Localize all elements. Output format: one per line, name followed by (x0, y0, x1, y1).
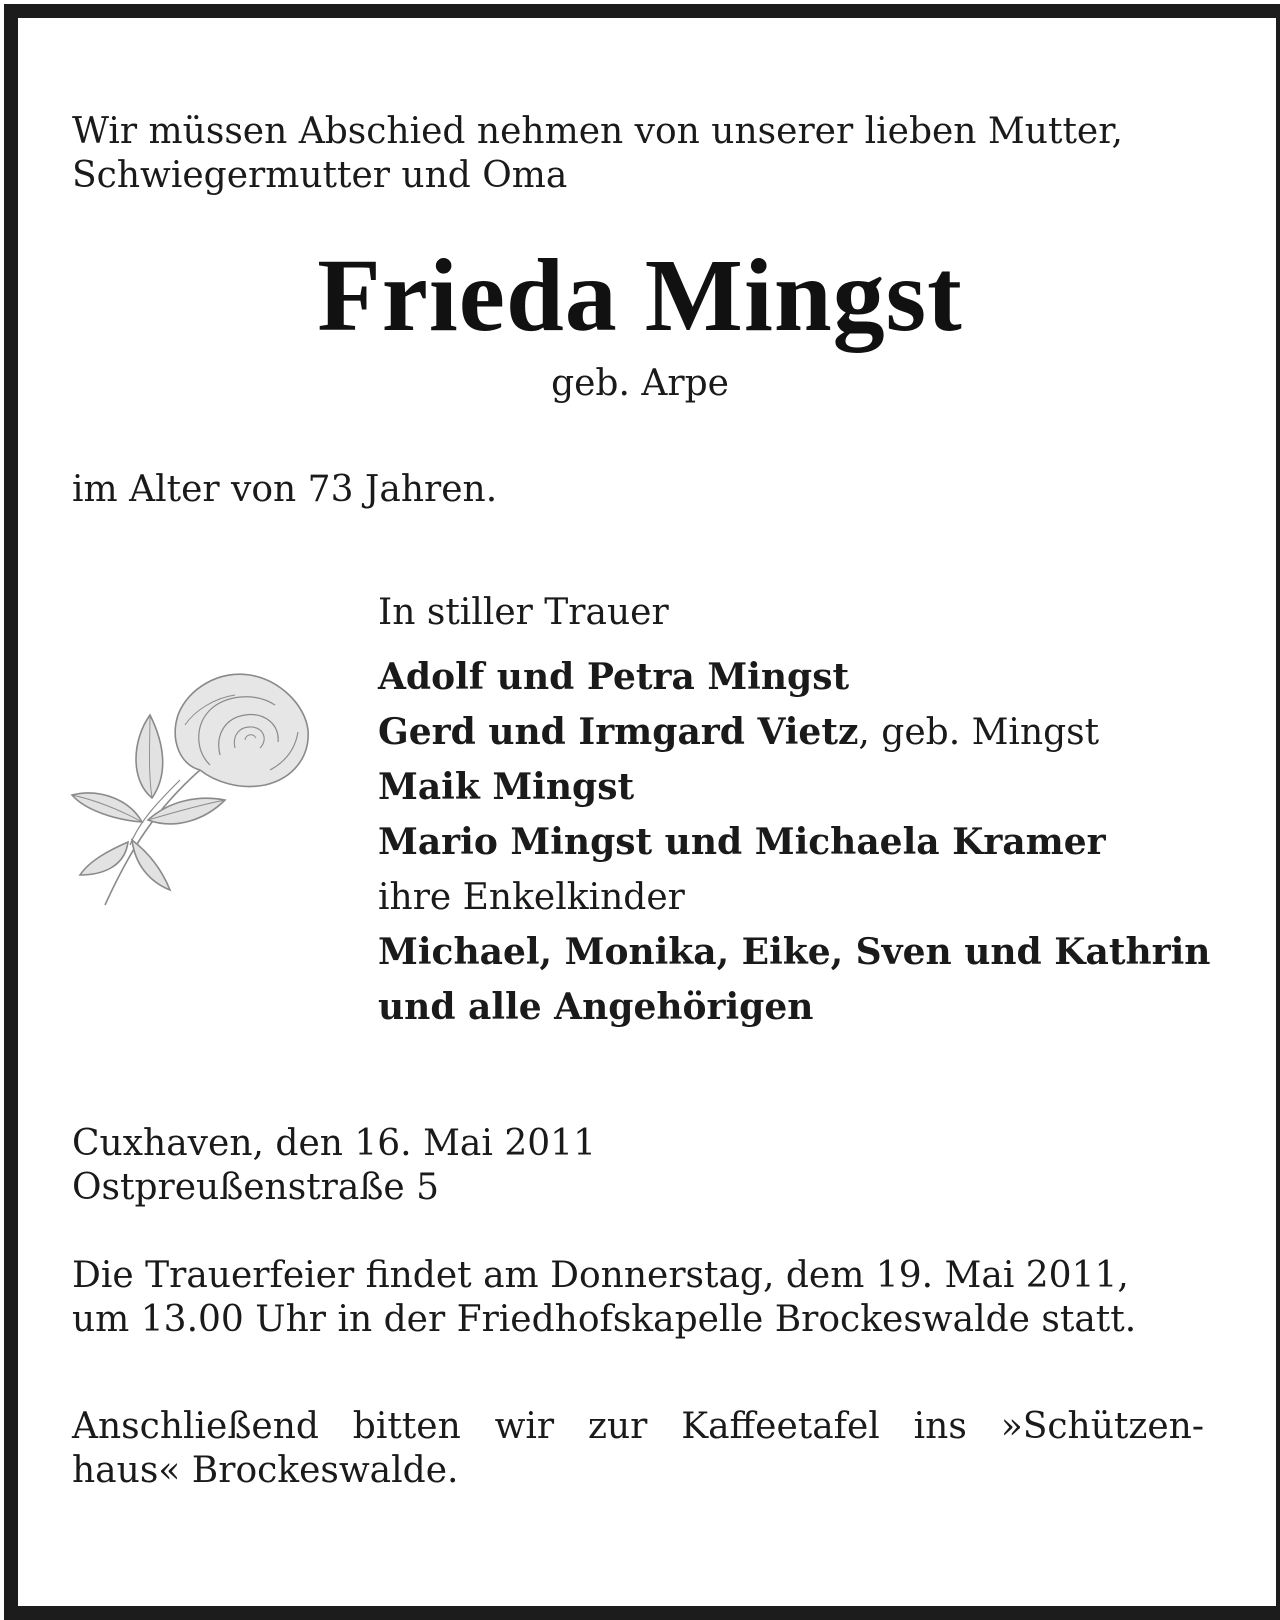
mourners-lead: In stiller Trauer (378, 592, 669, 633)
mourner-note: ihre Enkelkinder (378, 877, 685, 918)
place-and-date (72, 1122, 596, 1210)
mourner-line (378, 815, 1210, 870)
mourner-line (378, 760, 1210, 815)
reception-line-1: Anschließend bitten wir zur Kaffeetafel ins »Schützen- (72, 1406, 1204, 1447)
mourner-line (378, 650, 1210, 705)
ceremony-line-2: um 13.00 Uhr in der Friedhofskapelle Brockeswalde statt. (72, 1299, 1137, 1340)
rose-icon (70, 670, 320, 920)
reception-line-2: haus« Brockeswalde. (72, 1450, 459, 1491)
ceremony-line-1: Die Trauerfeier findet am Donnerstag, dem 19. Mai 2011, (72, 1255, 1129, 1296)
intro-line-2: Schwiegermutter und Oma (72, 155, 568, 196)
age-line: im Alter von 73 Jahren. (72, 469, 498, 510)
mourner-name: Michael, Monika, Eike, Sven und Kathrin (378, 931, 1211, 973)
ceremony-info (72, 1254, 1136, 1342)
deceased-block (0, 240, 1280, 406)
mourner-line (378, 705, 1210, 760)
mourner-line (378, 925, 1210, 980)
maiden-name: geb. Arpe (551, 363, 729, 404)
intro-text (72, 110, 1123, 198)
mourner-name: Mario Mingst und Michaela Kramer (378, 821, 1106, 863)
place-line-2: Ostpreußenstraße 5 (72, 1167, 440, 1208)
mourner-name: Adolf und Petra Mingst (378, 656, 850, 698)
reception-info (72, 1405, 1204, 1493)
mourner-name: und alle Angehörigen (378, 986, 814, 1028)
mourner-note: , geb. Mingst (858, 712, 1100, 753)
mourner-name: Maik Mingst (378, 766, 635, 808)
intro-line-1: Wir müssen Abschied nehmen von unserer lieben Mutter, (72, 111, 1123, 152)
mourner-name: Gerd und Irmgard Vietz (378, 711, 859, 753)
mourners-list (378, 585, 1210, 1035)
mourner-line (378, 980, 1210, 1035)
mourner-line (378, 870, 1210, 925)
place-line-1: Cuxhaven, den 16. Mai 2011 (72, 1123, 596, 1164)
deceased-name: Frieda Mingst (317, 238, 963, 353)
